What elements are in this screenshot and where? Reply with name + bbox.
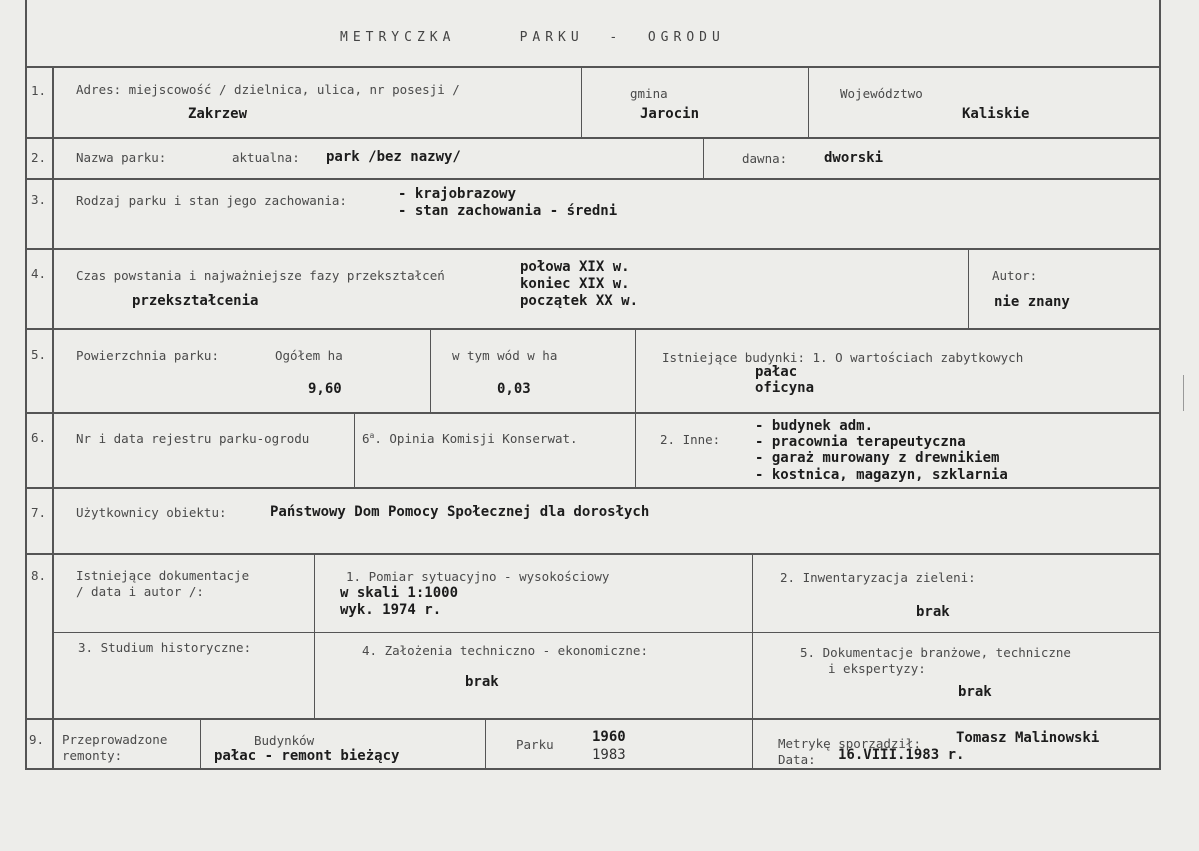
industry-docs-value: brak: [958, 684, 992, 700]
row-number: 6.: [31, 430, 47, 445]
greenery-inventory-label: 2. Inwentaryzacja zieleni:: [780, 570, 976, 585]
cell-divider: [703, 138, 704, 179]
other-building-2: - pracownia terapeutyczna: [755, 434, 966, 450]
gmina-value: Jarocin: [640, 106, 700, 122]
greenery-inventory-value: brak: [916, 604, 950, 620]
opinion-label: 6$^a$. Opinia Komisji Konserwat.: [362, 431, 578, 447]
technical-assumptions-label: 4. Założenia techniczno - ekonomiczne:: [362, 643, 648, 658]
survey-date-value: wyk. 1974 r.: [340, 602, 442, 618]
cell-divider: [485, 719, 486, 769]
gmina-label: gmina: [630, 86, 668, 101]
transformations-value: przekształcenia: [132, 293, 259, 309]
cell-divider: [354, 413, 355, 488]
row-line: [52, 632, 1161, 633]
row-line: [25, 487, 1161, 489]
address-value: Zakrzew: [188, 106, 248, 122]
documentation-label: Istniejące dokumentacje: [76, 568, 250, 583]
prepared-by-label: Metrykę sporządził:: [778, 736, 921, 751]
form-title: METRYCZKA PARKU - OGRODU: [340, 30, 725, 45]
date-label: Data:: [778, 752, 816, 767]
current-name-label: aktualna:: [232, 150, 300, 165]
users-label: Użytkownicy obiektu:: [76, 505, 227, 520]
frame-left-line: [25, 0, 27, 770]
water-ha-label: w tym wód w ha: [452, 348, 558, 363]
building-2-value: oficyna: [755, 380, 815, 396]
area-label: Powierzchnia parku:: [76, 348, 219, 363]
row-number: 7.: [31, 505, 47, 520]
park-repair-year-1: 1960: [592, 729, 626, 745]
row-number: 9.: [29, 732, 45, 747]
cell-divider: [314, 554, 315, 719]
park-type-value: - krajobrazowy: [398, 186, 517, 202]
building-1-value: pałac: [755, 364, 798, 380]
technical-assumptions-value: brak: [465, 674, 499, 690]
row-number: 4.: [31, 266, 47, 281]
park-repair-year-2: 1983: [592, 747, 626, 763]
other-building-4: - kostnica, magazyn, szklarnia: [755, 467, 1008, 483]
park-type-label: Rodzaj parku i stan jego zachowania:: [76, 193, 347, 208]
current-name-value: park /bez nazwy/: [326, 149, 461, 165]
cell-divider: [808, 68, 809, 138]
cell-divider: [200, 719, 201, 769]
author-value: nie znany: [994, 294, 1070, 310]
phase-1-value: połowa XIX w.: [520, 259, 630, 275]
prepared-by-value: Tomasz Malinowski: [956, 730, 1100, 746]
other-buildings-label: 2. Inne:: [660, 432, 721, 447]
documentation-sublabel: / data i autor /:: [76, 584, 204, 599]
row-line: [25, 248, 1161, 250]
cell-divider: [430, 329, 431, 413]
survey-label: 1. Pomiar sytuacyjno - wysokościowy: [346, 569, 610, 584]
buildings-repairs-label: Budynków: [254, 733, 315, 748]
number-column-line: [52, 68, 54, 768]
repairs-label: Przeprowadzone: [62, 732, 168, 747]
repairs-sublabel: remonty:: [62, 748, 123, 763]
total-ha-label: Ogółem ha: [275, 348, 343, 363]
register-label: Nr i data rejestru parku-ogrodu: [76, 431, 310, 446]
cell-divider: [968, 249, 969, 329]
row-line: [25, 137, 1161, 139]
row-number: 1.: [31, 83, 47, 98]
voivodeship-value: Kaliskie: [962, 106, 1030, 122]
row-line: [25, 178, 1161, 180]
row-number: 2.: [31, 150, 47, 165]
industry-docs-sublabel: i ekspertyzy:: [828, 661, 926, 676]
row-line: [25, 718, 1161, 720]
park-name-label: Nazwa parku:: [76, 150, 167, 165]
date-value: 16.VIII.1983 r.: [838, 747, 965, 763]
row-number: 3.: [31, 192, 47, 207]
origin-label: Czas powstania i najważniejsze fazy przekształceń: [76, 268, 445, 283]
historical-study-label: 3. Studium historyczne:: [78, 640, 252, 655]
row-number: 8.: [31, 568, 47, 583]
buildings-label: Istniejące budynki: 1. O wartościach zabytkowych: [662, 350, 1024, 365]
other-building-1: - budynek adm.: [755, 418, 874, 434]
voivodeship-label: Województwo: [840, 86, 923, 101]
cell-divider: [635, 329, 636, 488]
phase-3-value: początek XX w.: [520, 293, 639, 309]
water-ha-value: 0,03: [497, 381, 531, 397]
cell-divider: [581, 68, 582, 138]
cell-divider: [752, 554, 753, 769]
row-number: 5.: [31, 347, 47, 362]
row-line: [25, 553, 1161, 555]
survey-scale-value: w skali 1:1000: [340, 585, 459, 601]
buildings-repairs-value: pałac - remont bieżący: [214, 748, 400, 764]
address-label: Adres: miejscowość / dzielnica, ulica, nr posesji /: [76, 82, 460, 97]
former-name-value: dworski: [824, 150, 884, 166]
author-label: Autor:: [992, 268, 1038, 283]
park-repairs-label: Parku: [516, 737, 554, 752]
frame-right-line: [1159, 0, 1161, 770]
margin-tick-mark: [1183, 375, 1184, 411]
row-line: [25, 768, 1161, 770]
users-value: Państwowy Dom Pomocy Społecznej dla dorosłych: [270, 504, 650, 520]
condition-value: - stan zachowania - średni: [398, 203, 618, 219]
total-ha-value: 9,60: [308, 381, 342, 397]
row-line: [25, 328, 1161, 330]
other-building-3: - garaż murowany z drewnikiem: [755, 450, 1000, 466]
phase-2-value: koniec XIX w.: [520, 276, 630, 292]
row-line: [25, 412, 1161, 414]
industry-docs-label: 5. Dokumentacje branżowe, techniczne: [800, 645, 1071, 660]
former-name-label: dawna:: [742, 151, 788, 166]
row-line: [25, 66, 1161, 68]
